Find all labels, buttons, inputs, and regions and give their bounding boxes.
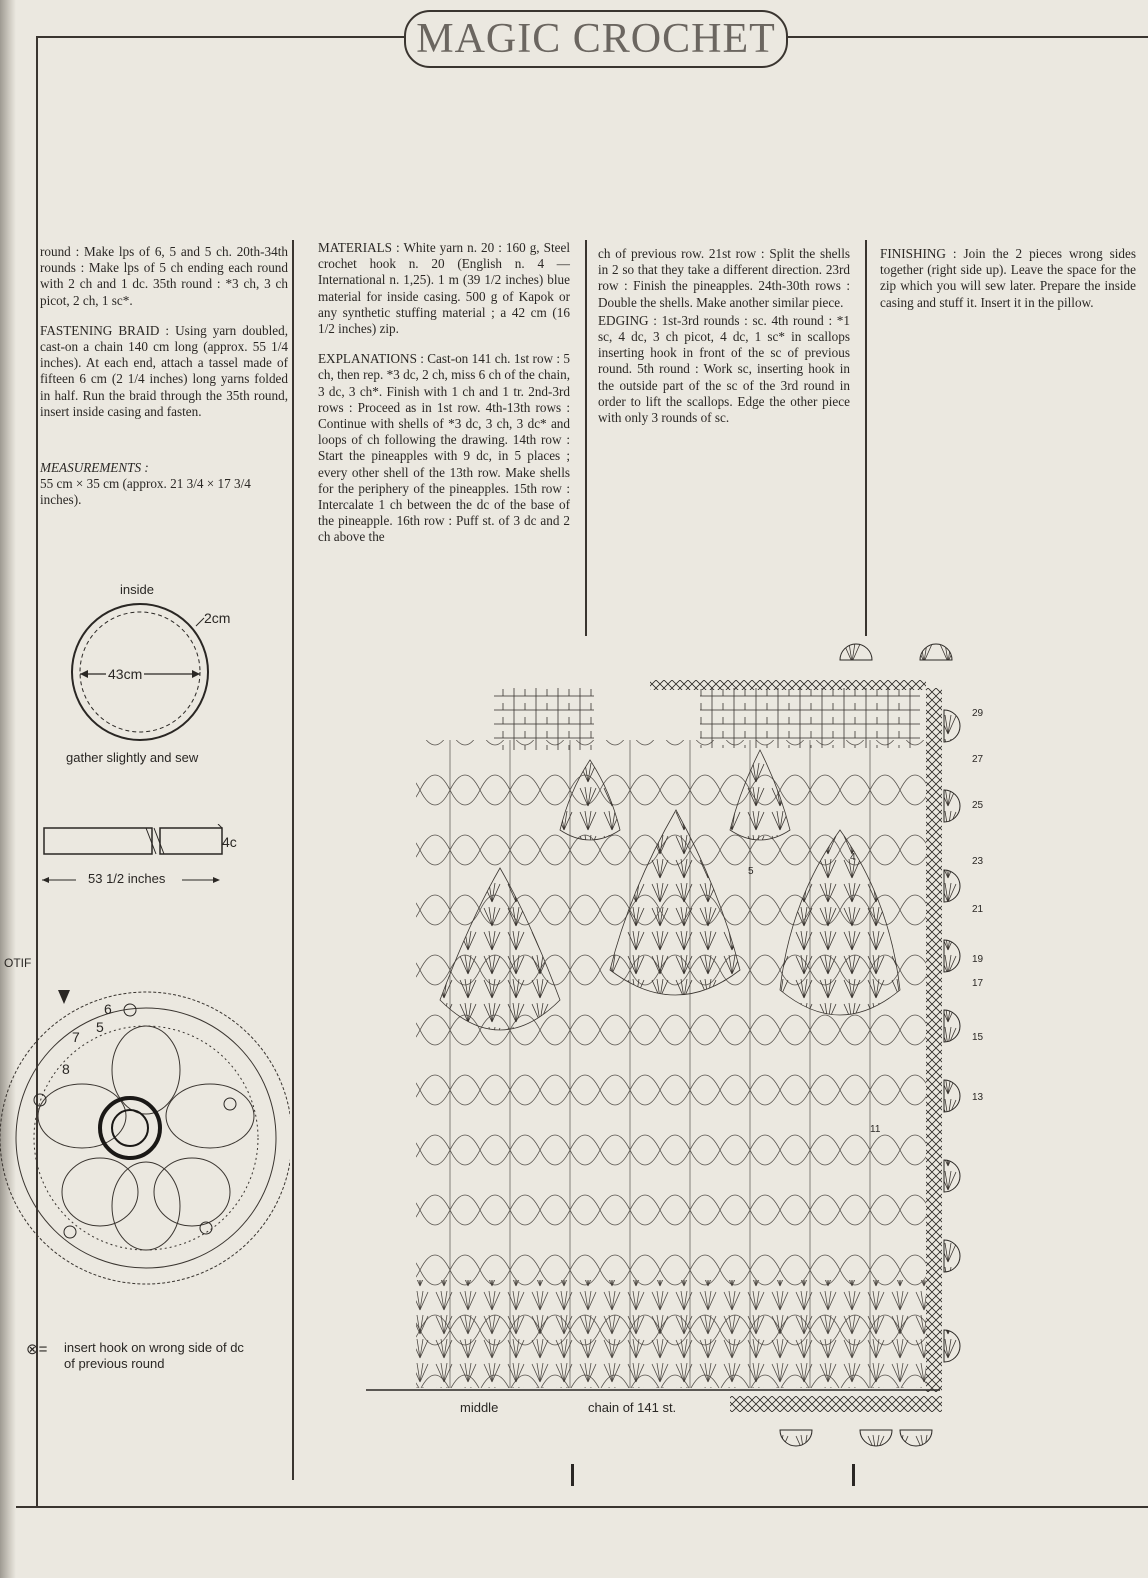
chart-number-11: 11 [870, 1124, 881, 1135]
dim-43cm-label: 43cm [108, 666, 143, 682]
braid-4c-label: 4c [222, 834, 237, 850]
legend-symbol: ⊗= [26, 1341, 48, 1358]
page-binding-shadow [0, 0, 16, 1578]
braid-length-label: 53 1/2 inches [88, 871, 166, 886]
braid-diagram [42, 824, 232, 858]
page-title: MAGIC CROCHET [416, 16, 776, 62]
chart-middle-label: middle [460, 1400, 499, 1415]
gather-label: gather slightly and sew [66, 750, 199, 765]
header-rule-right [784, 36, 1148, 38]
row-number-29: 29 [972, 708, 984, 719]
row-number-23: 23 [972, 856, 984, 867]
motif-number-6: 6 [104, 1001, 112, 1017]
frame-bottom-rule [16, 1506, 1148, 1508]
header-rule-left [36, 36, 406, 38]
fold-tick-right [852, 1464, 855, 1486]
column-rule-2 [585, 240, 587, 636]
fold-tick-left [571, 1464, 574, 1486]
row-number-19: 19 [972, 954, 984, 965]
row-number-15: 15 [972, 1032, 984, 1043]
col1-paragraph-1: round : Make lps of 6, 5 and 5 ch. 20th-34th rounds : Make lps of 5 ch ending each round with 2 ch and 1 dc. 35th round : *3 ch, 3 ch picot, 2 ch, 1 sc*. [40, 244, 288, 308]
col1-paragraph-2: FASTENING BRAID : Using yarn doubled, cast-on a chain 140 cm long (approx. 55 1/4 inches). At each end, attach a tassel made of fifteen 6 cm (2 1/4 inches) long yarns folded in half. Run the braid through the 35th round, insert inside casing and fasten. [40, 322, 288, 419]
title-banner [404, 10, 788, 68]
crochet-chart [360, 640, 996, 1460]
column-2 [318, 240, 570, 560]
col3-paragraph-1: ch of previous row. 21st row : Split the shells in 2 so that they take a different direction. 23rd row : Finish the pineapples. 24th-30th rows : Double the shells. Make another similar piece. [598, 246, 850, 310]
column-4 [880, 246, 1136, 325]
row-number-25: 25 [972, 800, 984, 811]
chart-number-4: 4 [850, 852, 856, 863]
chart-chain-label: chain of 141 st. [588, 1400, 677, 1415]
motif-number-5: 5 [96, 1019, 104, 1035]
legend-text-line-2: of previous round [64, 1356, 165, 1371]
chart-number-5: 5 [748, 866, 754, 877]
row-number-21: 21 [972, 904, 984, 915]
materials-paragraph: MATERIALS : White yarn n. 20 : 160 g, Steel crochet hook n. 20 (English n. 4 — International n. 1,25). 1 m (39 1/2 inches) blue material for inside casing. 500 g of Kapok or any synthetic stuffing material ; a 42 cm (16 1/2 inches) zip. [318, 240, 570, 337]
finishing-paragraph: FINISHING : Join the 2 pieces wrong sides together (right side up). Leave the space for the zip which you will sew later. Prepare the inside casing and stuff it. Insert it in the pillow. [880, 246, 1136, 310]
dim-2cm-label: 2cm [204, 610, 231, 626]
motif-number-8: 8 [62, 1061, 70, 1077]
column-3 [598, 246, 850, 440]
edging-paragraph: EDGING : 1st-3rd rounds : sc. 4th round : *1 sc, 4 dc, 3 ch picot, 4 dc, 1 sc* in scallops inserting hook in front of the sc of previous round. 5th round : Work sc, inserting hook in the outside part of the sc of the 3rd round in order to lift the scallops. Edge the other piece with only 3 rounds of sc. [598, 312, 850, 426]
row-number-27: 27 [972, 754, 984, 765]
row-number-17: 17 [972, 978, 984, 989]
measurements-text: 55 cm × 35 cm (approx. 21 3/4 × 17 3/4 inches). [40, 476, 251, 508]
explanations-paragraph: EXPLANATIONS : Cast-on 141 ch. 1st row : 5 ch, then rep. *3 dc, 2 ch, miss 6 ch of the chain, 3 dc, 3 ch*. Finish with 1 ch and 1 tr. 2nd-3rd rows : Proceed as in 1st row. 4th-13th rows : Continue with shells of *3 dc, 3 ch, 3 dc* and loops of ch following the drawing. 14th row : Start the pineapples with 9 dc, in 5 places ; every other shell of the 13th row. Make shells for the periphery of the pineapples. 15th row : Intercalate 1 ch between the dc of the base of the pineapple. 16th row : Puff st. of 3 dc and 2 ch above the [318, 351, 570, 545]
row-number-13: 13 [972, 1092, 984, 1103]
column-rule-3 [865, 240, 867, 636]
inside-label: inside [120, 582, 154, 597]
legend-text-line-1: insert hook on wrong side of dc [64, 1340, 244, 1355]
measurements-heading: MEASUREMENTS : [40, 460, 149, 476]
motif-number-7: 7 [72, 1029, 80, 1045]
motif-diagram [0, 970, 290, 1330]
column-rule-1 [292, 240, 294, 1480]
column-1 [40, 244, 288, 523]
motif-label: OTIF [4, 956, 32, 970]
